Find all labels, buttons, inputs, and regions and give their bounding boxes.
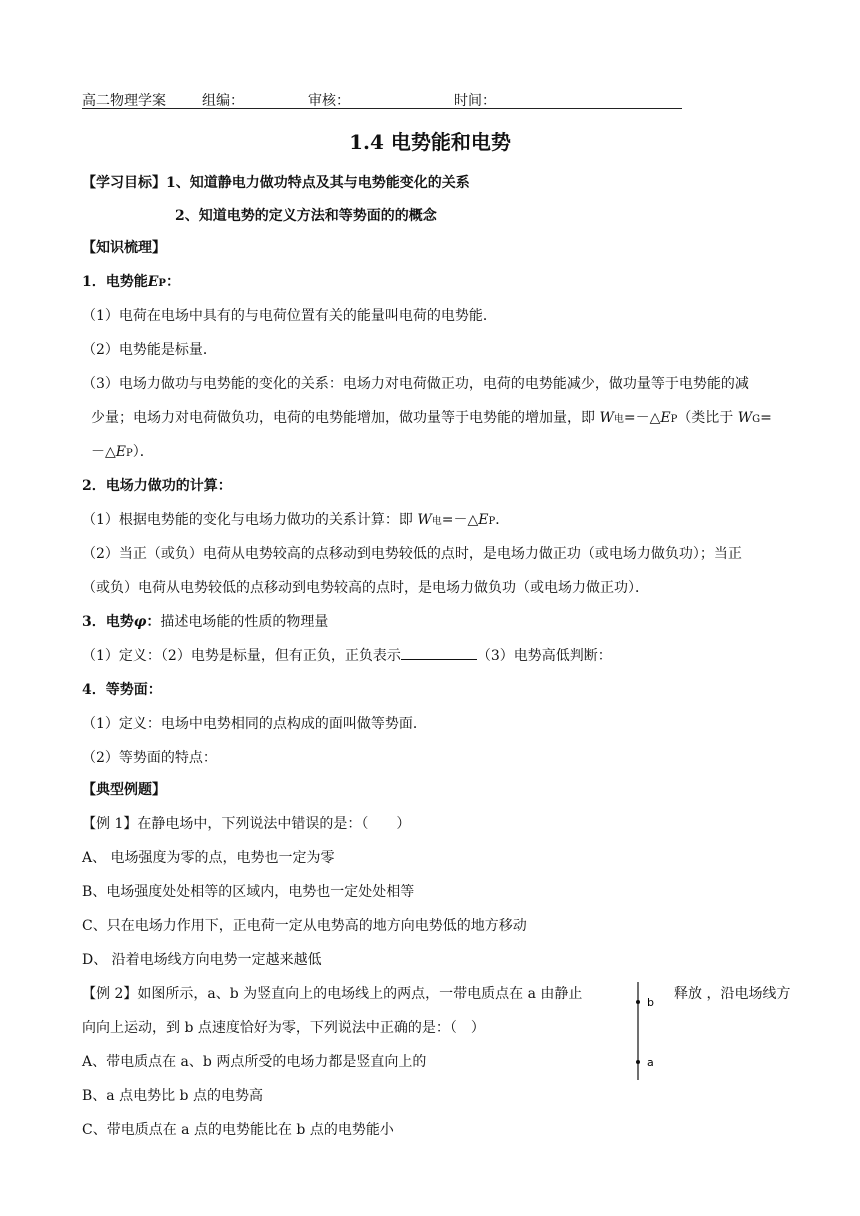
s2-p1-w: W bbox=[417, 512, 432, 528]
s3-heading-symbol: φ bbox=[133, 614, 147, 630]
ex2-stem-line1-a: 【例 2】如图所示，a、b 为竖直向上的电场线上的两点，一带电质点在 a 由静止 bbox=[82, 986, 583, 1002]
course-label: 高二物理学案 bbox=[82, 93, 166, 109]
ex2-stem-line2: 向向上运动，到 b 点速度恰好为零，下列说法中正确的是：（ ） bbox=[82, 1020, 485, 1036]
s1-p3-line2-a: 少量；电场力对电荷做负功，电荷的电势能增加，做功量等于电势能的增加量，即 bbox=[91, 410, 600, 426]
ex2-option-a: A、带电质点在 a、b 两点所受的电场力都是竖直向上的 bbox=[82, 1054, 427, 1070]
s4-p1: （1）定义：电场中电势相同的点构成的面叫做等势面． bbox=[82, 716, 427, 732]
s2-p1-c: ． bbox=[495, 512, 510, 528]
ex1-option-b: B、电场强度处处相等的区域内，电势也一定处处相等 bbox=[82, 884, 415, 900]
s2-p2-line2: （或负）电荷从电势较低的点移动到电势较高的点时，是电场力做负功（或电场力做正功）． bbox=[82, 580, 649, 596]
s1-p3-wg-sub: G bbox=[752, 414, 761, 425]
s1-p3-line2-b: =－△ bbox=[623, 410, 661, 426]
section-3-heading bbox=[82, 611, 802, 631]
s1-p3-line2 bbox=[91, 407, 811, 427]
s1-heading-symbol: E bbox=[147, 274, 159, 290]
s1-heading-suffix: ： bbox=[165, 274, 180, 290]
examples-label: 【典型例题】 bbox=[82, 782, 166, 798]
ex1-option-a: A、 电场强度为零的点，电势也一定为零 bbox=[82, 850, 335, 866]
s1-p3-wg: W bbox=[737, 410, 753, 426]
s1-p3-line3-e: E bbox=[115, 444, 127, 460]
page-header bbox=[82, 90, 682, 109]
s1-p1: （1）电荷在电场中具有的与电荷位置有关的能量叫电荷的电势能． bbox=[82, 308, 497, 324]
objective-item-1: 1、知道静电力做功特点及其与电势能变化的关系 bbox=[166, 175, 470, 191]
objective-item-2: 2、知道电势的定义方法和等势面的的概念 bbox=[175, 208, 437, 224]
ex1-option-c: C、只在电场力作用下，正电荷一定从电势高的地方向电势低的地方移动 bbox=[82, 918, 527, 934]
s4-p2: （2）等势面的特点： bbox=[82, 750, 217, 766]
s3-heading-prefix: 3．电势 bbox=[82, 614, 134, 630]
point-a-label: a bbox=[647, 1056, 654, 1069]
s2-p1-w-sub: 电 bbox=[431, 516, 442, 527]
point-b-dot bbox=[636, 1000, 640, 1004]
s1-p2: （2）电势能是标量． bbox=[82, 342, 217, 358]
s3-p1 bbox=[82, 645, 802, 665]
field-line-diagram bbox=[628, 980, 668, 1084]
section-4-heading: 4．等势面： bbox=[82, 682, 162, 698]
s3-p1-a: （1）定义：（2）电势是标量，但有正负，正负表示 bbox=[82, 648, 401, 664]
s3-heading-suffix: ： bbox=[146, 614, 161, 630]
s1-p3-e-sub: P bbox=[670, 414, 678, 425]
point-a-dot bbox=[636, 1060, 640, 1064]
s2-p1-e: E bbox=[478, 512, 489, 528]
s1-p3-w: W bbox=[599, 410, 614, 426]
s2-p1-a: （1）根据电势能的变化与电场力做功的关系计算：即 bbox=[82, 512, 418, 528]
s1-heading-prefix: 1．电势能 bbox=[82, 274, 148, 290]
s1-p3-line3 bbox=[91, 441, 811, 461]
s2-p1-e-sub: P bbox=[488, 516, 496, 527]
s1-p3-line3-b: ）． bbox=[132, 444, 154, 460]
ex2-option-b: B、a 点电势比 b 点的电势高 bbox=[82, 1088, 263, 1104]
s1-p3-line3-a: －△ bbox=[91, 444, 116, 460]
ex1-option-d: D、 沿着电场线方向电势一定越来越低 bbox=[82, 952, 322, 968]
s1-p3-line3-e-sub: P bbox=[126, 448, 133, 459]
s1-p3-line2-d: = bbox=[760, 410, 772, 426]
knowledge-label: 【知识梳理】 bbox=[82, 240, 166, 256]
s3-p1-b: （3）电势高低判断： bbox=[476, 648, 612, 664]
reviewer-label: 审核： bbox=[308, 93, 350, 109]
s3-heading-desc: 描述电场能的性质的物理量 bbox=[160, 614, 329, 630]
objectives-label: 【学习目标】 bbox=[82, 175, 166, 191]
page-title: 1.4 电势能和电势 bbox=[349, 130, 511, 154]
s2-p1 bbox=[82, 509, 802, 529]
time-label: 时间： bbox=[454, 93, 496, 109]
section-1-heading bbox=[82, 271, 802, 291]
ex2-stem-line1-b: 释放 ，沿电场线方 bbox=[674, 986, 791, 1002]
point-b-label: b bbox=[647, 996, 654, 1009]
s1-heading-sub: P bbox=[158, 278, 166, 289]
s1-p3-e: E bbox=[660, 410, 671, 426]
section-2-heading: 2．电场力做功的计算： bbox=[82, 478, 232, 494]
s2-p1-b: =－△ bbox=[441, 512, 479, 528]
objectives-line-1 bbox=[82, 172, 802, 192]
compiler-label: 组编： bbox=[202, 93, 244, 109]
answer-blank[interactable] bbox=[401, 645, 477, 660]
ex2-option-c: C、带电质点在 a 点的电势能比在 b 点的电势能小 bbox=[82, 1122, 394, 1138]
ex1-stem: 【例 1】在静电场中，下列说法中错误的是：（ ） bbox=[82, 816, 411, 832]
s1-p3-w-sub: 电 bbox=[613, 414, 624, 425]
s2-p2-line1: （2）当正（或负）电荷从电势较高的点移动到电势较低的点时，是电场力做正功（或电场力做负功）；当正 bbox=[82, 546, 742, 562]
s1-p3-line1: （3）电场力做功与电势能的变化的关系：电场力对电荷做正功，电荷的电势能减少，做功量等于电势能的减 bbox=[82, 376, 749, 392]
s1-p3-line2-c: （类比于 bbox=[677, 410, 738, 426]
